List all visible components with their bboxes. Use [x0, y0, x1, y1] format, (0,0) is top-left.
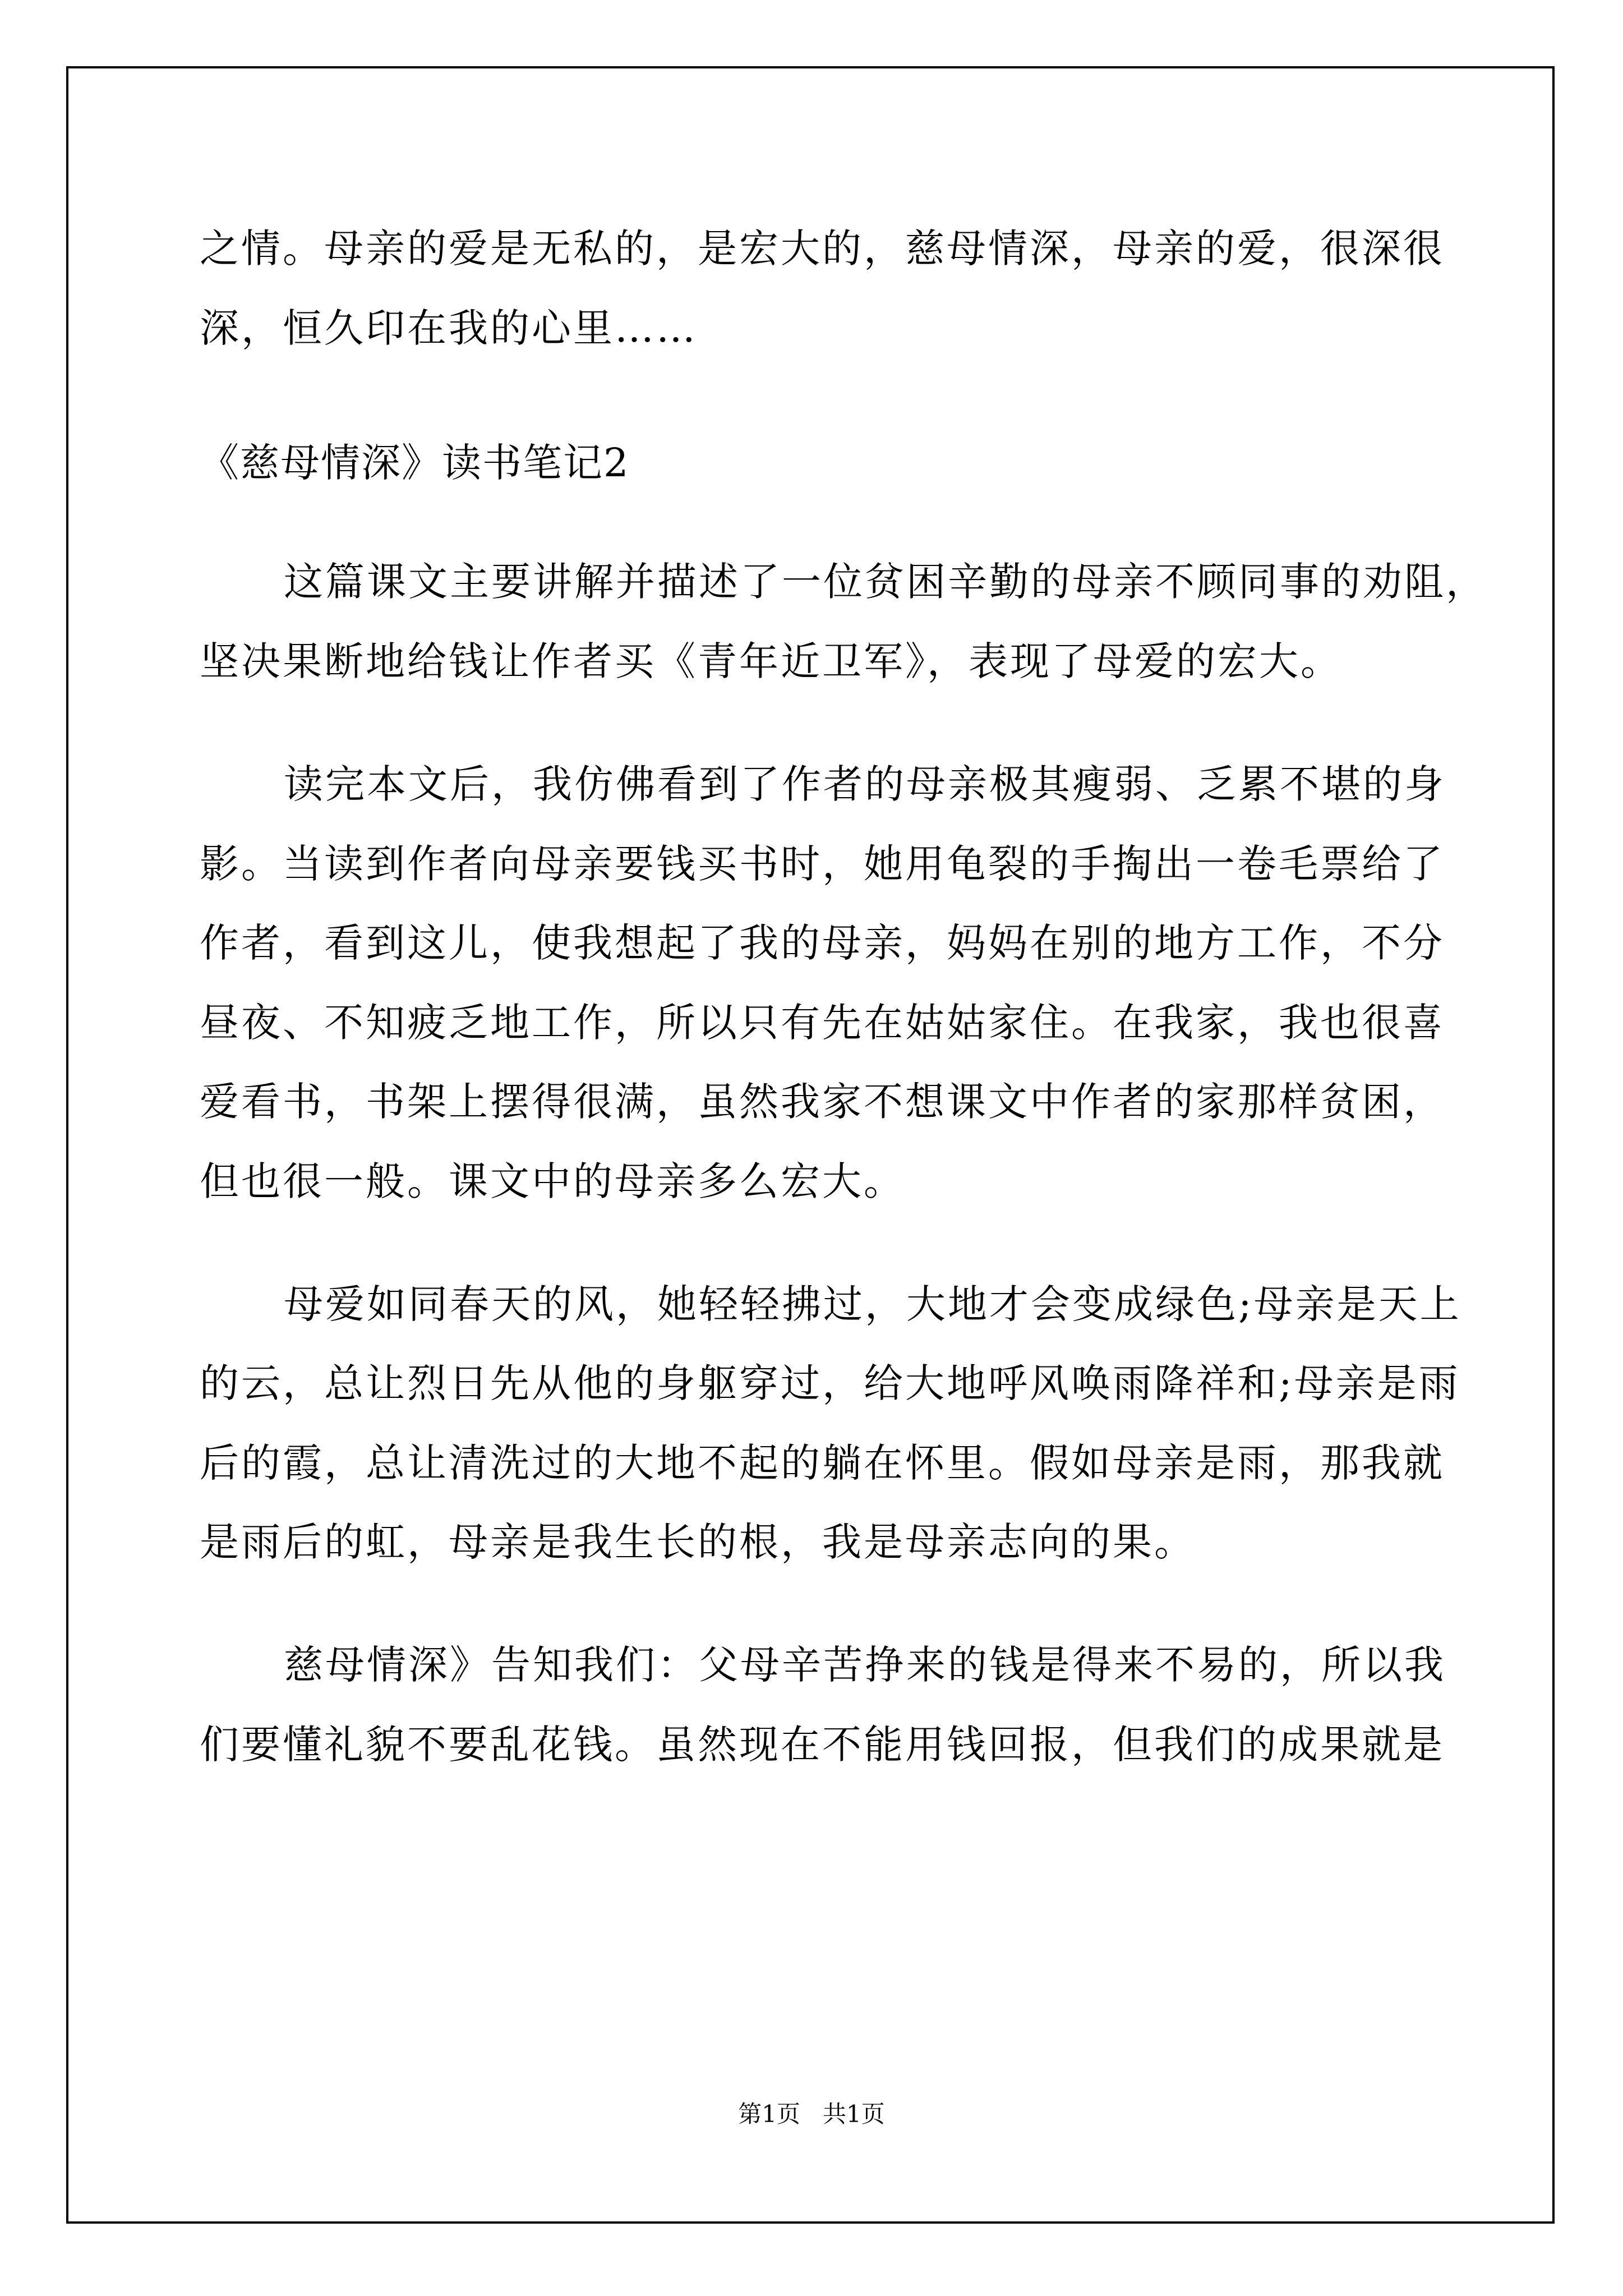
section-title: 《慈母情深》读书笔记2 — [200, 440, 630, 486]
text-line: 爱看书，书架上摆得很满，虽然我家不想课文中作者的家那样贫困， — [200, 1079, 1445, 1125]
text-line: 这篇课文主要讲解并描述了一位贫困辛勤的母亲不顾同事的劝阻， — [284, 559, 1487, 605]
page-border — [66, 66, 1555, 2224]
text-line: 是雨后的虹，母亲是我生长的根，我是母亲志向的果。 — [200, 1519, 1196, 1565]
text-line: 昼夜、不知疲乏地工作，所以只有先在姑姑家住。在我家，我也很喜 — [200, 1000, 1445, 1046]
text-line: 读完本文后，我仿佛看到了作者的母亲极其瘦弱、乏累不堪的身 — [284, 761, 1446, 807]
text-line: 作者，看到这儿，使我想起了我的母亲，妈妈在别的地方工作，不分 — [200, 920, 1445, 966]
text-line: 慈母情深》告知我们：父母辛苦挣来的钱是得来不易的，所以我 — [284, 1642, 1446, 1688]
text-line: 后的霞，总让清洗过的大地不起的躺在怀里。假如母亲是雨，那我就 — [200, 1440, 1445, 1486]
text-line: 但也很一般。课文中的母亲多么宏大。 — [200, 1158, 905, 1204]
text-line: 们要懂礼貌不要乱花钱。虽然现在不能用钱回报，但我们的成果就是 — [200, 1722, 1445, 1768]
text-line: 深，恒久印在我的心里…… — [200, 305, 698, 351]
text-line: 母爱如同春天的风，她轻轻拂过，大地才会变成绿色;母亲是天上 — [284, 1281, 1461, 1327]
text-line: 坚决果断地给钱让作者买《青年近卫军》，表现了母爱的宏大。 — [200, 638, 1342, 684]
text-line: 的云，总让烈日先从他的身躯穿过，给大地呼风唤雨降祥和;母亲是雨 — [200, 1360, 1460, 1406]
text-line: 影。当读到作者向母亲要钱买书时，她用龟裂的手掏出一卷毛票给了 — [200, 841, 1445, 887]
text-line: 之情。母亲的爱是无私的，是宏大的，慈母情深，母亲的爱，很深很 — [200, 226, 1445, 272]
page-footer: 第1页 共1页 — [738, 2100, 885, 2128]
